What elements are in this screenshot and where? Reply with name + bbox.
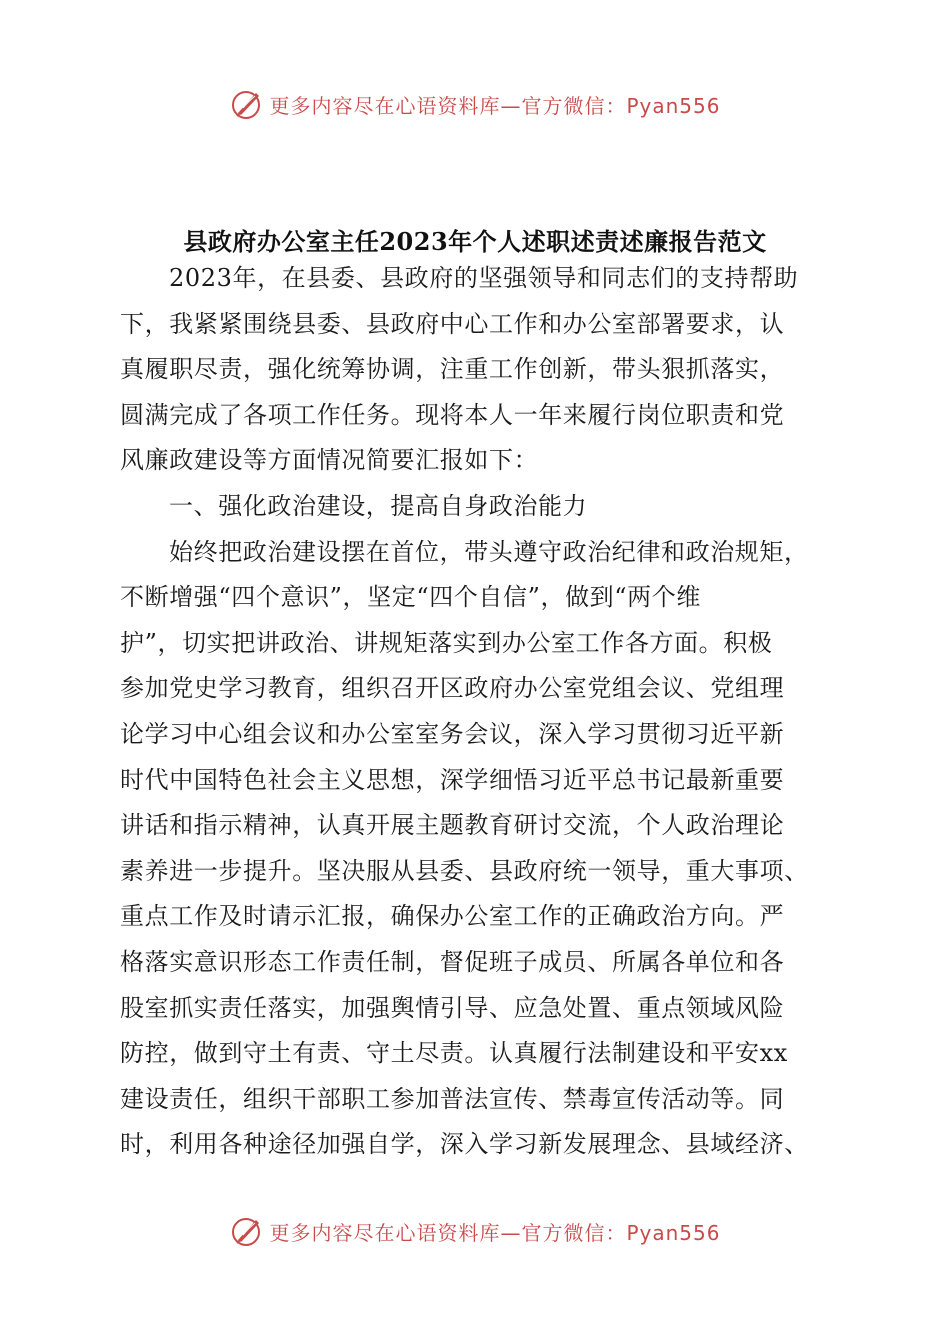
quill-pen-logo-icon <box>229 86 265 122</box>
paragraph-line: 格落实意识形态工作责任制，督促班子成员、所属各单位和各 <box>120 947 785 976</box>
paragraph-line: 2023年，在县委、县政府的坚强领导和同志们的支持帮助 <box>169 264 799 292</box>
paragraph-line: 讲话和指示精神，认真开展主题教育研讨交流，个人政治理论 <box>120 811 785 840</box>
paragraph-line: 护”，切实把讲政治、讲规矩落实到办公室工作各方面。积极 <box>120 628 773 657</box>
paragraph-line: 真履职尽责，强化统筹协调，注重工作创新，带头狠抓落实， <box>120 355 785 384</box>
paragraph-line: 时代中国特色社会主义思想，深学细悟习近平总书记最新重要 <box>120 765 785 794</box>
paragraph-line: 重点工作及时请示汇报，确保办公室工作的正确政治方向。严 <box>120 902 785 931</box>
footer-banner-text: 更多内容尽在心语资料库—官方微信：Pyan556 <box>269 1220 721 1245</box>
paragraph-line: 参加党史学习教育，组织召开区政府办公室党组会议、党组理 <box>120 674 785 703</box>
paragraph-line: 股室抓实责任落实，加强舆情引导、应急处置、重点领域风险 <box>120 993 785 1022</box>
quill-pen-logo-icon <box>229 1213 265 1249</box>
paragraph-line: 防控，做到守土有责、守土尽责。认真履行法制建设和平安xx <box>120 1039 788 1068</box>
paragraph-line: 素养进一步提升。坚决服从县委、县政府统一领导，重大事项、 <box>120 856 809 885</box>
paragraph-line: 下，我紧紧围绕县委、县政府中心工作和办公室部署要求，认 <box>120 309 785 338</box>
header-banner <box>0 82 950 126</box>
paragraph-line: 不断增强“四个意识”，坚定“四个自信”，做到“两个维 <box>120 583 701 612</box>
paragraph-line: 始终把政治建设摆在首位，带头遵守政治纪律和政治规矩， <box>169 537 809 566</box>
paragraph-line: 建设责任，组织干部职工参加普法宣传、禁毒宣传活动等。同 <box>120 1084 785 1113</box>
paragraph-line: 时，利用各种途径加强自学，深入学习新发展理念、县域经济、 <box>120 1130 809 1159</box>
paragraph-line: 论学习中心组会议和办公室室务会议，深入学习贯彻习近平新 <box>120 719 785 748</box>
paragraph-line: 圆满完成了各项工作任务。现将本人一年来履行岗位职责和党 <box>120 400 785 429</box>
document-body <box>120 256 820 1168</box>
document-title: 县政府办公室主任2023年个人述职述责述廉报告范文 <box>183 227 767 256</box>
section-heading: 一、强化政治建设，提高自身政治能力 <box>169 491 588 520</box>
paragraph-line: 风廉政建设等方面情况简要汇报如下： <box>120 446 539 475</box>
footer-banner <box>0 1209 950 1253</box>
header-banner-text: 更多内容尽在心语资料库—官方微信：Pyan556 <box>269 93 721 118</box>
